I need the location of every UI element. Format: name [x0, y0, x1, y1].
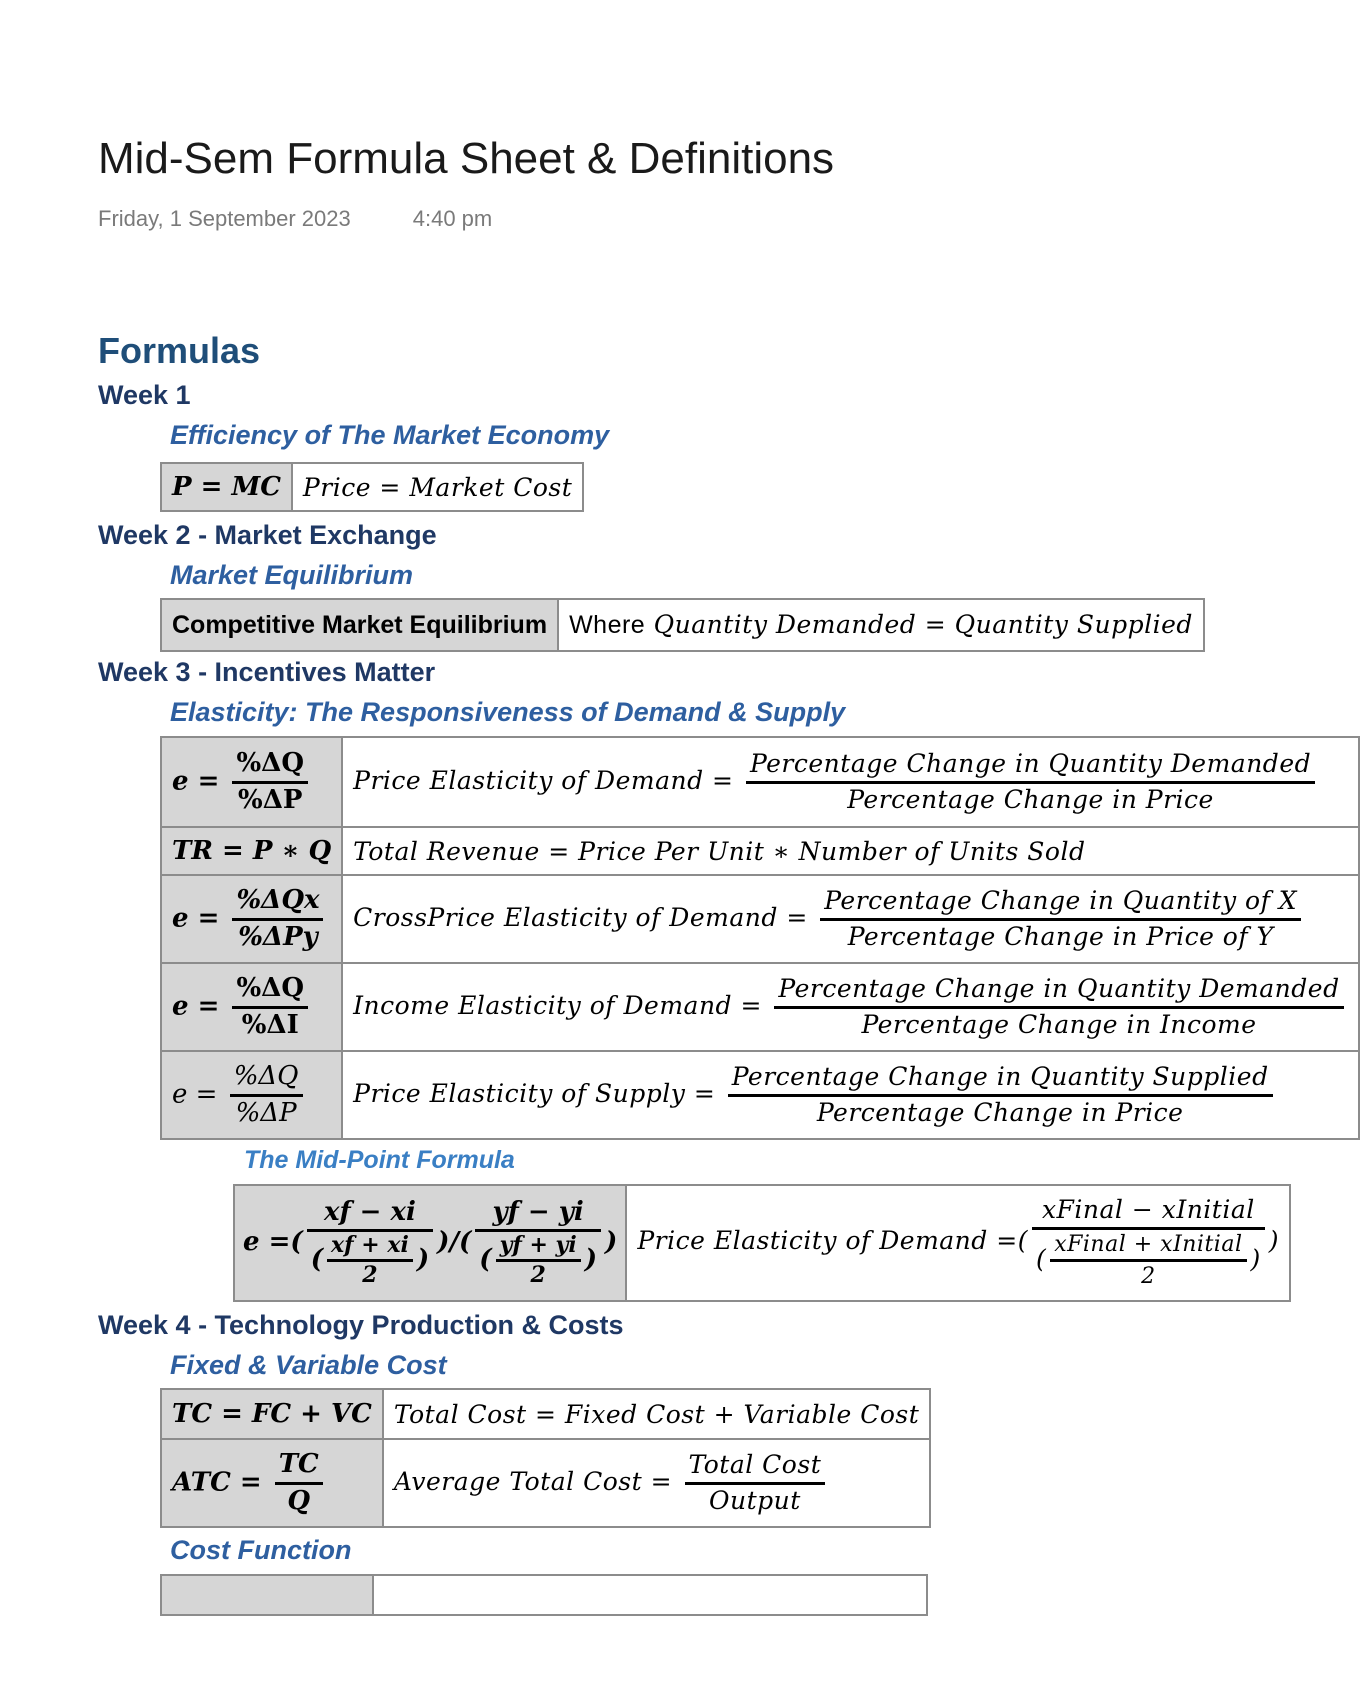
- formula-row: [234, 1185, 1290, 1301]
- formula-rhs-label: Price Elasticity of Demand =: [353, 765, 734, 795]
- formula-lhs: P = MC: [161, 463, 292, 511]
- formula-lhs-var: e =: [172, 1079, 218, 1109]
- fraction-numerator: xf − xi: [307, 1199, 433, 1231]
- formula-lhs-fraction: [232, 886, 323, 953]
- formula-lhs-var: e =: [172, 991, 220, 1021]
- formula-rhs-fraction: [746, 750, 1315, 815]
- formula-lhs: [161, 1439, 383, 1527]
- formula-rhs: Price = Market Cost: [292, 463, 583, 511]
- fraction-numerator: %ΔQ: [232, 974, 308, 1009]
- formula-rhs: [558, 599, 1204, 651]
- midpoint-x-inner-fraction: [327, 1231, 413, 1288]
- formula-rhs: [342, 875, 1358, 963]
- formula-lhs-fraction: [232, 974, 308, 1041]
- formula-lhs: [161, 737, 342, 827]
- formula-lhs: [161, 1051, 342, 1139]
- fraction-denominator: Percentage Change in Price of Y: [847, 921, 1274, 951]
- fraction-denominator: ( $\frac{yf + yi}{2}$ ): [479, 1231, 598, 1288]
- midpoint-y-inner-fraction: [496, 1231, 581, 1288]
- formula-rhs-label: Price Elasticity of Supply =: [353, 1078, 716, 1108]
- week-4-formula-table: [160, 1388, 931, 1528]
- formula-rhs-prefix: Where: [569, 611, 646, 639]
- fraction-denominator: Percentage Change in Income: [861, 1009, 1257, 1039]
- formula-row: [161, 875, 1359, 963]
- fraction-numerator: Percentage Change in Quantity of X: [820, 887, 1301, 921]
- fraction-denominator: %ΔP: [238, 784, 303, 815]
- formula-lhs-fraction: [230, 1062, 303, 1129]
- formula-row: [161, 463, 583, 511]
- fraction-denominator: Percentage Change in Price: [816, 1097, 1184, 1127]
- formula-lhs: TR = P ∗ Q: [161, 827, 342, 875]
- section-heading-formulas: Formulas: [98, 330, 261, 371]
- formula-lhs: e =( xf − xi ( $\frac{xf + xi}{2}$ ) )/( yf − yi ( $\frac{yf + yi}{2}$ ) ): [234, 1185, 626, 1301]
- fraction-numerator: %ΔQx: [232, 886, 323, 921]
- page-time: 4:40 pm: [412, 206, 493, 231]
- week-1-formula-table: [160, 462, 584, 512]
- formula-rhs: [342, 963, 1358, 1051]
- formula-rhs: Price Elasticity of Demand =( xFinal − xInitial ( $\frac{\text{xFinal + xInitial}}{2}$ ) ): [626, 1185, 1290, 1301]
- formula-row: [161, 737, 1359, 827]
- formula-rhs-fraction: [685, 1451, 826, 1516]
- midpoint-subheading: The Mid-Point Formula: [244, 1146, 515, 1174]
- formula-rhs-fraction: [820, 887, 1301, 952]
- formula-row: [161, 827, 1359, 875]
- fraction-denominator: ( $\frac{xf + xi}{2}$ ): [310, 1231, 430, 1288]
- formula-row: [161, 1439, 930, 1527]
- formula-lhs-var: e =: [172, 903, 220, 933]
- fraction-numerator: TC: [275, 1450, 323, 1485]
- fraction-numerator: %ΔQ: [232, 749, 308, 784]
- fraction-numerator: Percentage Change in Quantity Demanded: [746, 750, 1315, 784]
- fraction-numerator: yf + yi: [496, 1234, 581, 1262]
- formula-rhs-label: Income Elasticity of Demand =: [353, 990, 762, 1020]
- week-4-subheading: Fixed & Variable Cost: [170, 1350, 447, 1380]
- fraction-denominator: Output: [708, 1485, 801, 1515]
- week-2-subheading: Market Equilibrium: [170, 560, 414, 590]
- formula-rhs-label: Average Total Cost =: [393, 1466, 673, 1496]
- formula-lhs-var: e =: [172, 766, 220, 796]
- week-3-formula-table: [160, 736, 1360, 1140]
- fraction-numerator: Percentage Change in Quantity Demanded: [774, 975, 1343, 1009]
- week-2-formula-table: [160, 598, 1205, 652]
- formula-row: [161, 1575, 927, 1615]
- date-time-line: [98, 206, 492, 232]
- fraction-denominator: Percentage Change in Price: [847, 784, 1214, 814]
- fraction-denominator: Q: [287, 1485, 311, 1516]
- formula-lhs: Competitive Market Equilibrium: [161, 599, 558, 651]
- formula-rhs-label: CrossPrice Elasticity of Demand =: [353, 902, 808, 932]
- fraction-numerator: xFinal + xInitial: [1050, 1232, 1246, 1262]
- formula-row: [161, 1051, 1359, 1139]
- midpoint-x-fraction: [307, 1199, 433, 1286]
- fraction-numerator: %ΔQ: [230, 1062, 303, 1097]
- formula-rhs-label: Price Elasticity of Demand =: [637, 1226, 1018, 1256]
- fraction-denominator: %ΔI: [241, 1009, 299, 1040]
- fraction-numerator: Total Cost: [685, 1451, 826, 1485]
- formula-lhs: [161, 963, 342, 1051]
- fraction-denominator: 2: [1141, 1264, 1156, 1290]
- formula-rhs: [342, 737, 1358, 827]
- cost-function-table: [160, 1574, 928, 1616]
- formula-row: [161, 1389, 930, 1439]
- midpoint-y-fraction: [475, 1199, 601, 1286]
- week-3-heading: Week 3 - Incentives Matter: [98, 657, 436, 687]
- midpoint-formula-table: [233, 1184, 1291, 1302]
- formula-rhs-fraction: [728, 1063, 1273, 1128]
- fraction-numerator: xf + xi: [327, 1234, 413, 1262]
- formula-row: [161, 599, 1204, 651]
- formula-rhs: Total Revenue = Price Per Unit ∗ Number of Units Sold: [342, 827, 1358, 875]
- fraction-denominator: ( $\frac{\text{xFinal + xInitial}}{2}$ ): [1035, 1232, 1261, 1290]
- week-2-heading: Week 2 - Market Exchange: [98, 520, 437, 550]
- formula-rhs-expression: Quantity Demanded = Quantity Supplied: [653, 610, 1193, 639]
- formula-rhs: [342, 1051, 1358, 1139]
- week-1-heading: Week 1: [98, 380, 191, 410]
- formula-lhs: TC = FC + VC: [161, 1389, 383, 1439]
- formula-lhs: [161, 875, 342, 963]
- page-title: Mid-Sem Formula Sheet & Definitions: [98, 134, 835, 183]
- formula-lhs-fraction: [232, 749, 308, 816]
- fraction-numerator: yf − yi: [475, 1199, 601, 1231]
- page-date: Friday, 1 September 2023: [98, 206, 351, 231]
- week-4-heading: Week 4 - Technology Production & Costs: [98, 1310, 624, 1340]
- midpoint-rhs-inner-fraction: [1050, 1232, 1246, 1290]
- week-3-subheading: Elasticity: The Responsiveness of Demand & Supply: [170, 697, 846, 727]
- formula-rhs: Total Cost = Fixed Cost + Variable Cost: [383, 1389, 930, 1439]
- formula-rhs: [383, 1439, 930, 1527]
- formula-rhs-fraction: [774, 975, 1343, 1040]
- fraction-denominator: %ΔP: [235, 1097, 297, 1128]
- formula-row: [161, 963, 1359, 1051]
- formula-lhs-var: e =: [243, 1227, 291, 1257]
- fraction-denominator: %ΔPy: [238, 921, 318, 952]
- cost-function-subheading: Cost Function: [170, 1535, 352, 1565]
- fraction-numerator: xFinal − xInitial: [1032, 1196, 1265, 1230]
- formula-lhs-fraction: [275, 1450, 323, 1517]
- formula-lhs-var: ATC =: [172, 1467, 262, 1497]
- fraction-numerator: Percentage Change in Quantity Supplied: [728, 1063, 1273, 1097]
- formula-rhs: [373, 1575, 927, 1615]
- midpoint-rhs-fraction: [1032, 1196, 1265, 1289]
- fraction-denominator: 2: [530, 1261, 546, 1288]
- week-1-subheading: Efficiency of The Market Economy: [170, 420, 610, 450]
- fraction-denominator: 2: [362, 1261, 378, 1288]
- formula-lhs: [161, 1575, 373, 1615]
